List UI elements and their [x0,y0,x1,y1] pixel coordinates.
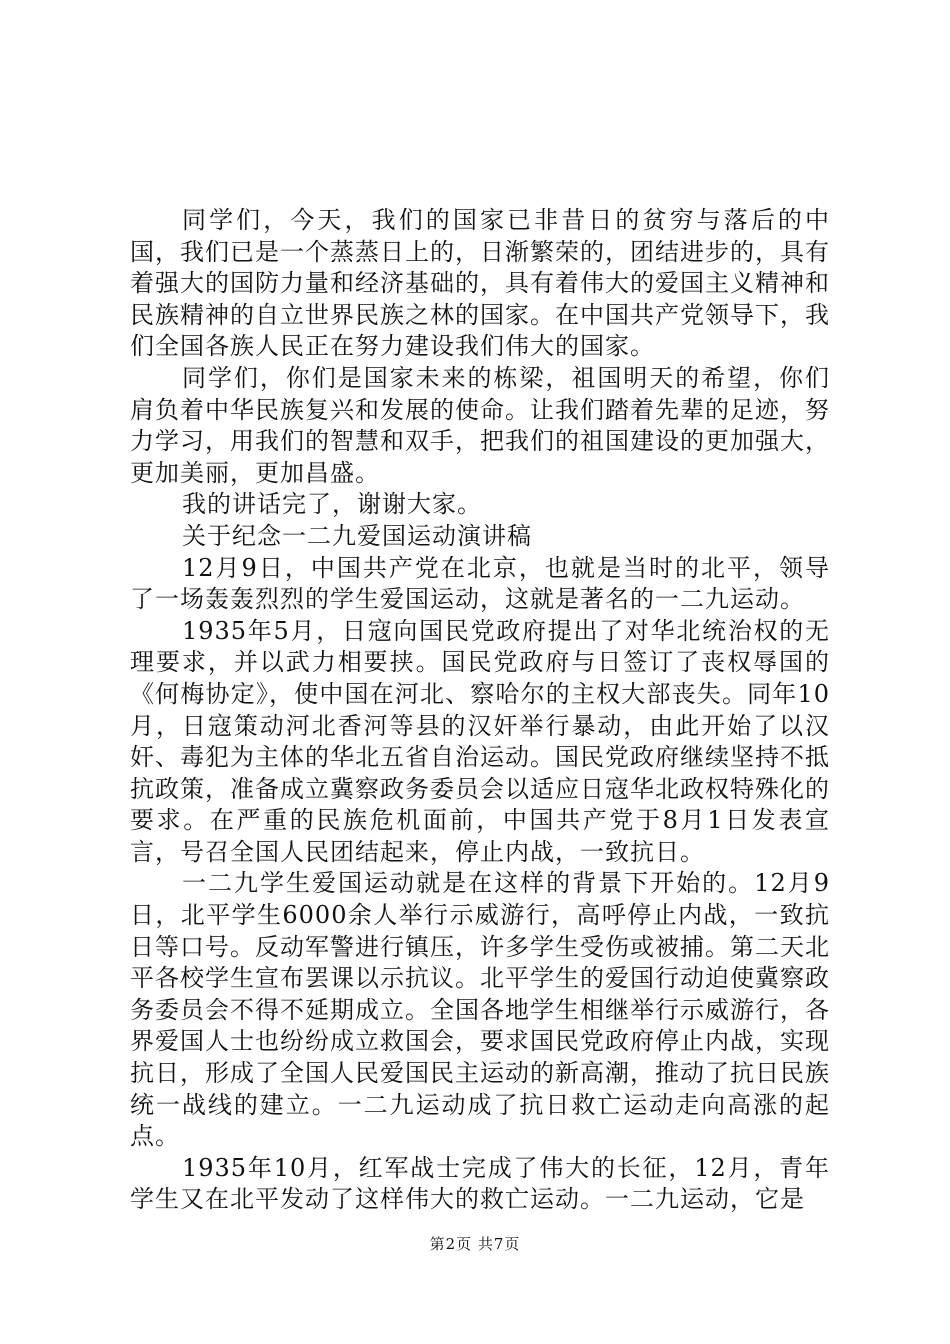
paragraph: 一二九学生爱国运动就是在这样的背景下开始的。12月9日，北平学生6000余人举行示威游行，高呼停止内战，一致抗日等口号。反动军警进行镇压，许多学生受伤或被捕。第二天北平各校学生宣布罢课以示抗议。北平学生的爱国行动迫使冀察政务委员会不得不延期成立。全国各地学生相继举行示威游行，各界爱国人士也纷纷成立救国会，要求国民党政府停止内战，实现抗日，形成了全国人民爱国民主运动的新高潮，推动了抗日民族统一战线的建立。一二九运动成了抗日救亡运动走向高涨的起点。 [130,869,830,1151]
paragraph: 12月9日，中国共产党在北京，也就是当时的北平，领导了一场轰轰烈烈的学生爱国运动，这就是著名的一二九运动。 [130,553,830,614]
section-title: 关于纪念一二九爱国运动演讲稿 [182,521,532,550]
document-body [130,205,830,1216]
page-footer: 第2页 共7页 [429,1235,521,1253]
paragraph: 1935年10月，红军战士完成了伟大的长征，12月，青年学生又在北平发动了这样伟大的救亡运动。一二九运动，它是 [130,1153,830,1214]
paragraph: 我的讲话完了，谢谢大家。 [182,490,482,519]
paragraph: 同学们，你们是国家未来的栋梁，祖国明天的希望，你们肩负着中华民族复兴和发展的使命。让我们踏着先辈的足迹，努力学习，用我们的智慧和双手，把我们的祖国建设的更加强大，更加美丽，更加昌盛。 [130,363,830,487]
paragraph: 1935年5月，日寇向国民党政府提出了对华北统治权的无理要求，并以武力相要挟。国民党政府与日签订了丧权辱国的《何梅协定》，使中国在河北、察哈尔的主权大部丧失。同年10月，日寇策动河北香河等县的汉奸举行暴动，由此开始了以汉奸、毒犯为主体的华北五省自治运动。国民党政府继续坚持不抵抗政策，准备成立冀察政务委员会以适应日寇华北政权特殊化的要求。在严重的民族危机面前，中国共产党于8月1日发表宣言，号召全国人民团结起来，停止内战，一致抗日。 [130,616,830,866]
paragraph: 同学们，今天，我们的国家已非昔日的贫穷与落后的中国，我们已是一个蒸蒸日上的，日渐繁荣的，团结进步的，具有着强大的国防力量和经济基础的，具有着伟大的爱国主义精神和民族精神的自立世界民族之林的国家。在中国共产党领导下，我们全国各族人民正在努力建设我们伟大的国家。 [130,206,830,361]
